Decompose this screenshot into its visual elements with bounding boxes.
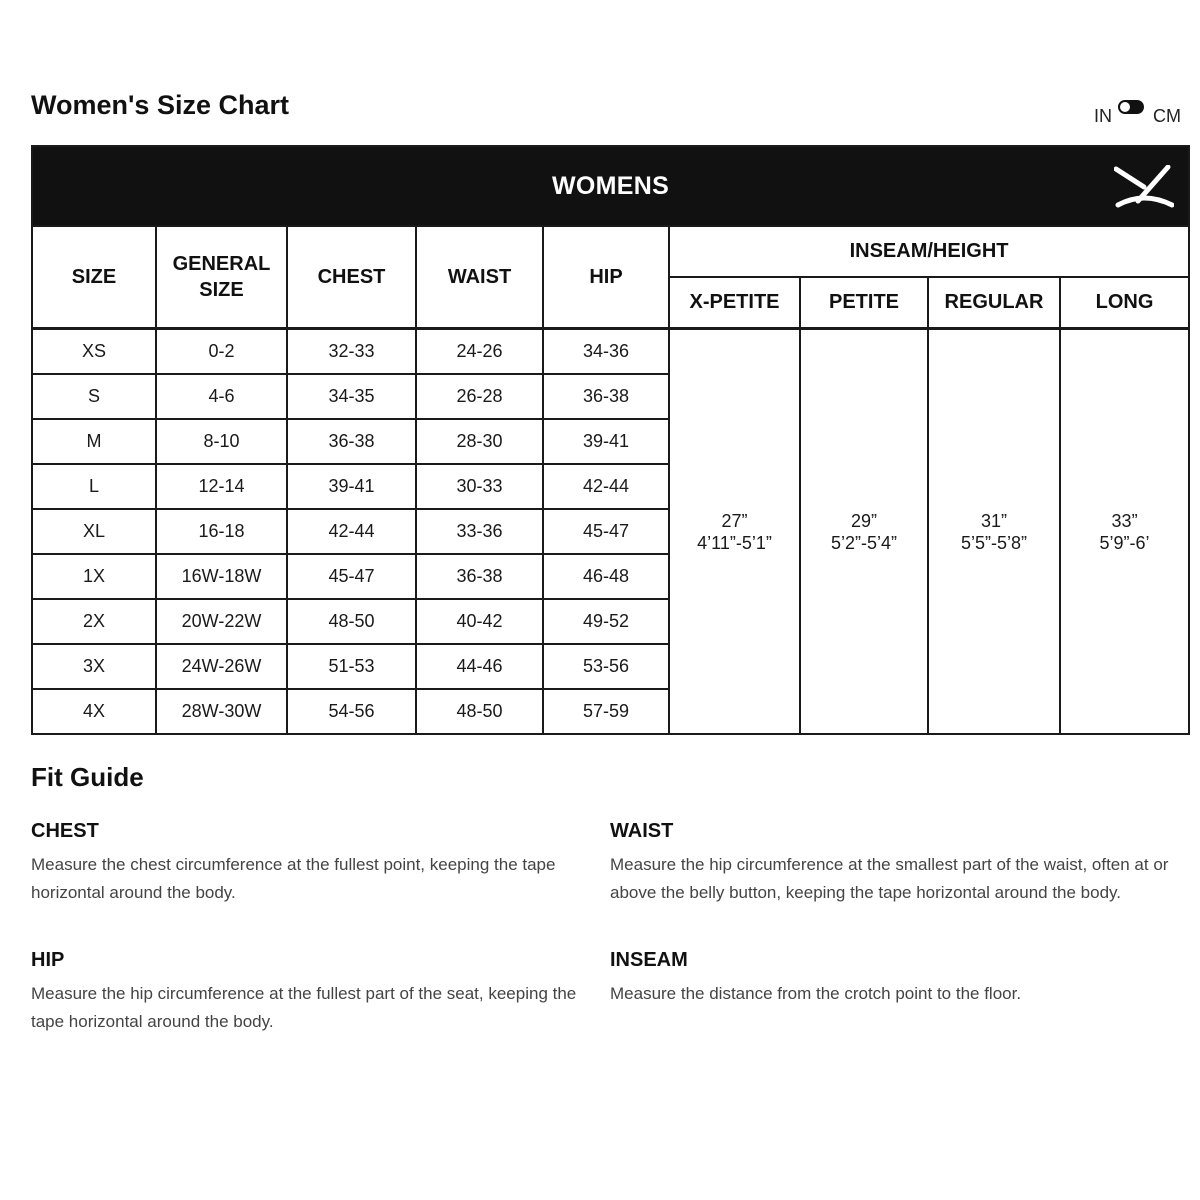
header-hip: HIP — [543, 226, 669, 329]
cell-general-size: 24W-26W — [156, 644, 287, 689]
regular-inseam: 31” — [980, 510, 1007, 531]
fit-guide-chest — [31, 820, 606, 907]
petite-inseam: 29” — [850, 510, 877, 531]
cell-chest: 36-38 — [287, 419, 416, 464]
fit-guide-hip-text: Measure the hip circumference at the fullest part of the seat, keeping the tape horizontal around the body. — [31, 984, 577, 1031]
brand-logo-icon — [1114, 165, 1174, 209]
header-waist: WAIST — [416, 226, 543, 329]
unit-in-label[interactable]: IN — [1094, 106, 1112, 126]
cell-size: L — [32, 464, 156, 509]
cell-size: M — [32, 419, 156, 464]
cell-inseam-x-petite — [669, 329, 800, 735]
cell-size: 4X — [32, 689, 156, 734]
cell-waist: 36-38 — [416, 554, 543, 599]
cell-general-size: 8-10 — [156, 419, 287, 464]
cell-chest: 51-53 — [287, 644, 416, 689]
cell-size: XS — [32, 329, 156, 375]
header-regular: REGULAR — [928, 277, 1060, 329]
header-general-size-line2: SIZE — [199, 279, 244, 301]
cell-size: 2X — [32, 599, 156, 644]
fit-guide-inseam-heading: INSEAM — [610, 949, 688, 971]
cell-waist: 48-50 — [416, 689, 543, 734]
regular-height: 5’5”-5’8” — [960, 532, 1028, 553]
fit-guide-hip — [31, 949, 609, 1036]
cell-inseam-long — [1060, 329, 1189, 735]
fit-guide-chest-text: Measure the chest circumference at the fullest point, keeping the tape horizontal around the body. — [31, 855, 556, 902]
header-inseam-height: INSEAM/HEIGHT — [669, 226, 1189, 277]
fit-guide-inseam-text: Measure the distance from the crotch point to the floor. — [610, 984, 1022, 1003]
cell-chest: 34-35 — [287, 374, 416, 419]
cell-waist: 40-42 — [416, 599, 543, 644]
header-long: LONG — [1060, 277, 1189, 329]
cell-hip: 46-48 — [543, 554, 669, 599]
cell-chest: 42-44 — [287, 509, 416, 554]
toggle-switch-icon[interactable] — [1118, 100, 1144, 114]
cell-general-size: 20W-22W — [156, 599, 287, 644]
x-petite-height: 4’11”-5’1” — [697, 532, 772, 553]
cell-chest: 32-33 — [287, 329, 416, 375]
long-height: 5’9”-6’ — [1099, 532, 1150, 553]
cell-general-size: 4-6 — [156, 374, 287, 419]
fit-guide-inseam — [610, 949, 1170, 1008]
fit-guide-waist-heading: WAIST — [610, 820, 674, 842]
cell-hip: 45-47 — [543, 509, 669, 554]
size-chart-table — [31, 145, 1190, 735]
cell-general-size: 16W-18W — [156, 554, 287, 599]
cell-chest: 54-56 — [287, 689, 416, 734]
header-petite: PETITE — [800, 277, 928, 329]
cell-chest: 45-47 — [287, 554, 416, 599]
cell-waist: 44-46 — [416, 644, 543, 689]
cell-waist: 33-36 — [416, 509, 543, 554]
cell-hip: 36-38 — [543, 374, 669, 419]
header-general-size-line1: GENERAL — [172, 253, 271, 275]
cell-waist: 24-26 — [416, 329, 543, 375]
cell-waist: 28-30 — [416, 419, 543, 464]
fit-guide-waist-text: Measure the hip circumference at the smallest part of the waist, often at or above the belly button, keeping the tape horizontal around the body. — [610, 855, 1169, 902]
cell-hip: 42-44 — [543, 464, 669, 509]
cell-size: XL — [32, 509, 156, 554]
cell-waist: 30-33 — [416, 464, 543, 509]
petite-height: 5’2”-5’4” — [830, 532, 898, 553]
header-chest: CHEST — [287, 226, 416, 329]
fit-guide-waist — [610, 820, 1170, 907]
page-title: Women's Size Chart — [31, 90, 289, 120]
unit-cm-label[interactable]: CM — [1153, 106, 1181, 126]
cell-chest: 39-41 — [287, 464, 416, 509]
header-x-petite: X-PETITE — [669, 277, 800, 329]
table-banner-title: WOMENS — [552, 171, 670, 200]
cell-size: 1X — [32, 554, 156, 599]
cell-inseam-regular — [928, 329, 1060, 735]
cell-chest: 48-50 — [287, 599, 416, 644]
cell-general-size: 0-2 — [156, 329, 287, 375]
cell-hip: 49-52 — [543, 599, 669, 644]
cell-general-size: 28W-30W — [156, 689, 287, 734]
cell-inseam-petite — [800, 329, 928, 735]
table-banner — [32, 146, 1189, 226]
cell-general-size: 12-14 — [156, 464, 287, 509]
cell-hip: 34-36 — [543, 329, 669, 375]
fit-guide-title: Fit Guide — [31, 762, 144, 792]
cell-general-size: 16-18 — [156, 509, 287, 554]
table-row — [32, 329, 1189, 375]
x-petite-inseam: 27” — [721, 510, 748, 531]
header-general-size — [156, 226, 287, 329]
cell-size: 3X — [32, 644, 156, 689]
cell-hip: 39-41 — [543, 419, 669, 464]
long-inseam: 33” — [1111, 510, 1138, 531]
unit-toggle[interactable] — [1094, 100, 1194, 128]
cell-waist: 26-28 — [416, 374, 543, 419]
cell-hip: 57-59 — [543, 689, 669, 734]
header-size: SIZE — [32, 226, 156, 329]
fit-guide-hip-heading: HIP — [31, 949, 65, 971]
cell-size: S — [32, 374, 156, 419]
cell-hip: 53-56 — [543, 644, 669, 689]
fit-guide-chest-heading: CHEST — [31, 820, 99, 842]
